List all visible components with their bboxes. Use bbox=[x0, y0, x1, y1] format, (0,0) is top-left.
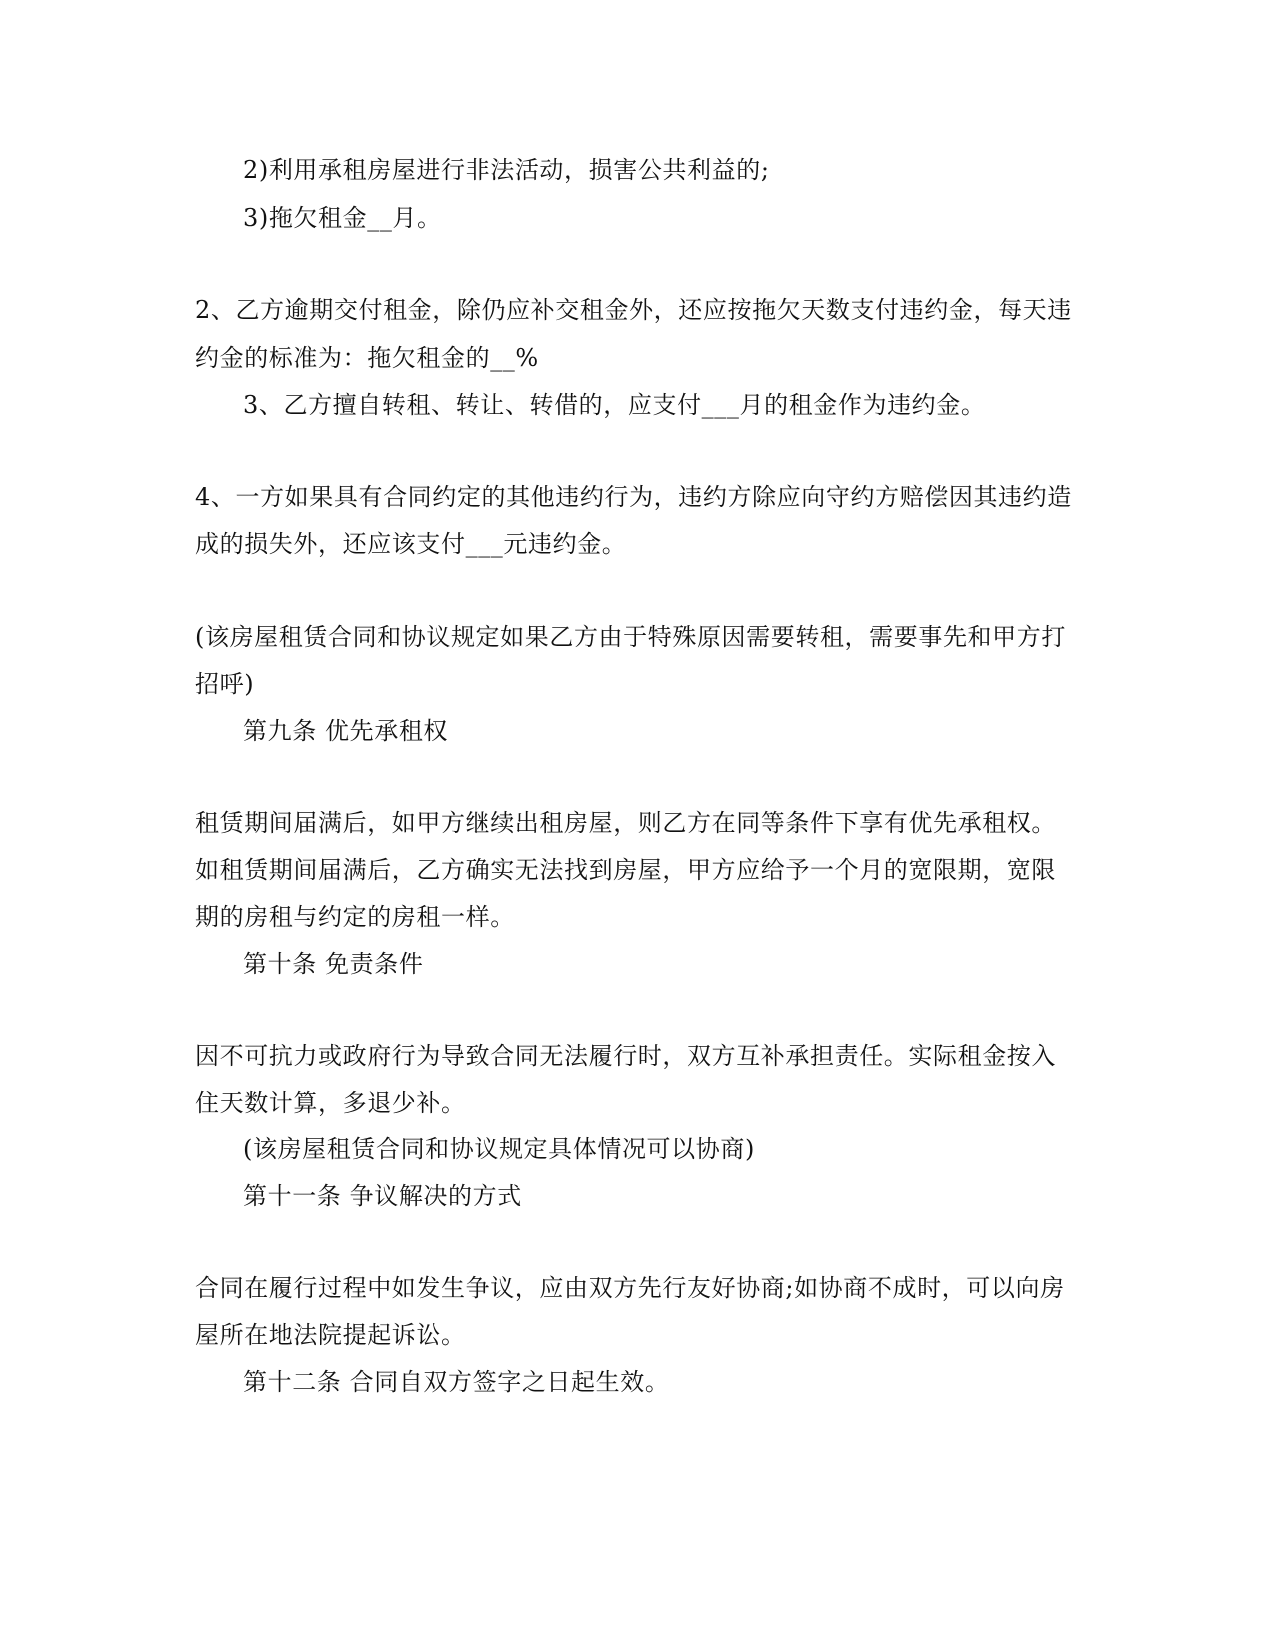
clause-other-breach-line-1: 4、一方如果具有合同约定的其他违约行为，违约方除应向守约方赔偿因其违约造 bbox=[195, 483, 1072, 511]
clause-late-payment-line-1: 2、乙方逾期交付租金，除仍应补交租金外，还应按拖欠天数支付违约金，每天违 bbox=[195, 296, 1072, 324]
clause-late-payment-line-2: 约金的标准为：拖欠租金的__% bbox=[195, 344, 539, 372]
article-10-heading: 第十条 免责条件 bbox=[243, 950, 424, 978]
clause-other-breach-line-2: 成的损失外，还应该支付___元违约金。 bbox=[195, 530, 627, 558]
clause-sublease-penalty: 3、乙方擅自转租、转让、转借的，应支付___月的租金作为违约金。 bbox=[243, 391, 986, 419]
note-sublease-line-1: (该房屋租赁合同和协议规定如果乙方由于特殊原因需要转租，需要事先和甲方打 bbox=[195, 623, 1066, 651]
article-11-line-1: 合同在履行过程中如发生争议，应由双方先行友好协商;如协商不成时，可以向房 bbox=[195, 1274, 1065, 1302]
clause-line-illegal-activity: 2)利用承租房屋进行非法活动，损害公共利益的; bbox=[243, 156, 770, 184]
article-9-line-1: 租赁期间届满后，如甲方继续出租房屋，则乙方在同等条件下享有优先承租权。 bbox=[195, 809, 1056, 837]
clause-line-rent-arrears: 3)拖欠租金__月。 bbox=[243, 204, 442, 232]
article-9-line-3: 期的房租与约定的房租一样。 bbox=[195, 903, 515, 931]
article-12-heading: 第十二条 合同自双方签字之日起生效。 bbox=[243, 1368, 670, 1396]
note-sublease-line-2: 招呼) bbox=[195, 670, 255, 698]
article-10-line-2: 住天数计算，多退少补。 bbox=[195, 1089, 466, 1117]
note-negotiation: (该房屋租赁合同和协议规定具体情况可以协商) bbox=[243, 1135, 755, 1163]
article-10-line-1: 因不可抗力或政府行为导致合同无法履行时，双方互补承担责任。实际租金按入 bbox=[195, 1042, 1056, 1070]
article-11-heading: 第十一条 争议解决的方式 bbox=[243, 1182, 522, 1210]
article-11-line-2: 屋所在地法院提起诉讼。 bbox=[195, 1321, 466, 1349]
article-9-line-2: 如租赁期间届满后，乙方确实无法找到房屋，甲方应给予一个月的宽限期，宽限 bbox=[195, 856, 1056, 884]
article-9-heading: 第九条 优先承租权 bbox=[243, 717, 449, 745]
